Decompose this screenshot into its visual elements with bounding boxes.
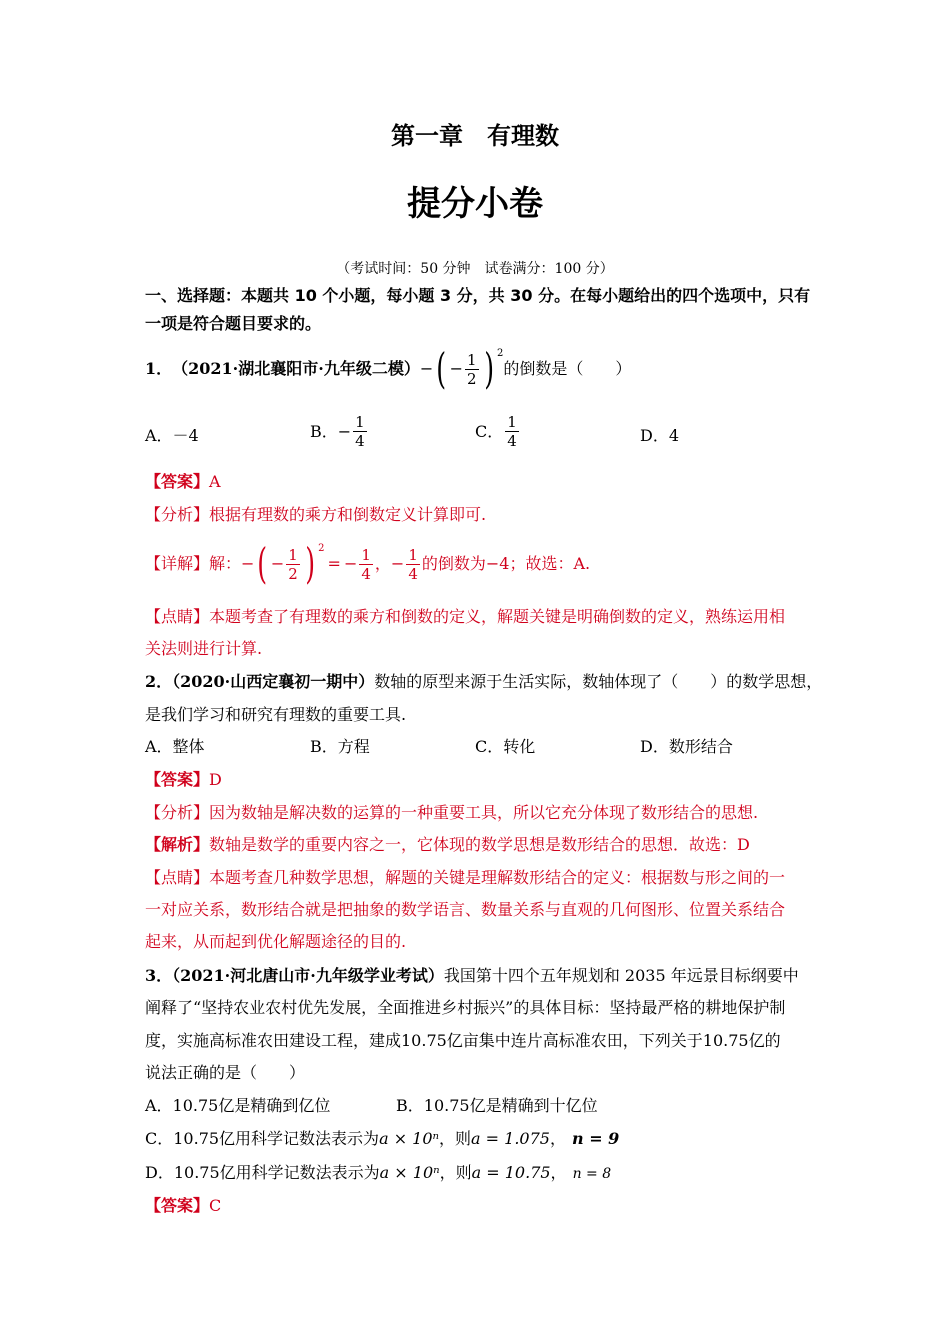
q2-analysis: 【分析】因为数轴是解决数的运算的一种重要工具，所以它充分体现了数形结合的思想. [145,803,759,822]
q1-option-a: A．－4 [145,426,199,445]
question-3-stem-line3: 度，实施高标准农田建设工程，建成10.75亿亩集中连片高标准农田，下列关于10.75亿的 [145,1031,781,1050]
paper-title: 提分小卷 [407,184,543,224]
q2-option-b: B．方程 [310,737,370,756]
question-source: （2021·湖北襄阳市·九年级二模） [172,359,420,378]
q1-option-b: B． − $\frac{1}{4}$ [310,413,365,450]
q2-answer: 【答案】D [145,770,222,789]
question-number: 1． [145,359,173,378]
q2-option-c: C．转化 [475,737,536,756]
question-2-stem-line2: 是我们学习和研究有理数的重要工具. [145,705,407,724]
q2-option-d: D．数形结合 [640,737,733,756]
q3-answer: 【答案】C [145,1196,222,1215]
section-heading-line1: 一、选择题：本题共 10 个小题，每小题 3 分，共 30 分。在每小题给出的四个选项中，只有 [145,286,811,305]
q1-answer: 【答案】A [145,472,221,491]
q1-comment-line2: 关法则进行计算. [145,639,263,658]
question-3-stem-line1: 3．（2021·河北唐山市·九年级学业考试）我国第十四个五年规划和 2035 年远景目标纲要中 [145,966,799,985]
q2-comment-line2: 一对应关系，数形结合就是把抽象的数学语言、数量关系与直观的几何图形、位置关系结合 [145,900,786,919]
question-1-stem [145,344,632,393]
q3-option-c: C．10.75亿用科学记数法表示为a × 10ⁿ，则a = 1.075， n = 9 [145,1129,620,1148]
q3-option-d: D．10.75亿用科学记数法表示为a × 10ⁿ，则a = 10.75， n = 8 [145,1163,612,1182]
q1-analysis: 【分析】根据有理数的乘方和倒数定义计算即可. [145,505,487,524]
question-3-stem-line2: 阐释了“坚持农业农村优先发展，全面推进乡村振兴”的具体目标：坚持最严格的耕地保护制 [145,998,786,1017]
question-suffix: 的倒数是（ ） [503,359,632,378]
question-2-stem-line1: 2．（2020·山西定襄初一期中）数轴的原型来源于生活实际，数轴体现了（ ）的数学思想， [145,672,823,691]
section-heading-line2: 一项是符合题目要求的。 [145,314,322,333]
q1-option-d: D．4 [640,426,680,445]
q1-comment-line1: 【点睛】本题考查了有理数的乘方和倒数的定义，解题关键是明确倒数的定义，熟练运用相 [145,607,786,626]
q2-comment-line1: 【点睛】本题考查几种数学思想，解题的关键是理解数形结合的定义：根据数与形之间的一 [145,868,786,887]
q1-option-c: C． $\frac{1}{4}$ [475,413,517,450]
q3-option-b: B．10.75亿是精确到十亿位 [396,1096,598,1115]
chapter-title: 第一章 有理数 [391,122,559,150]
q2-solution: 【解析】数轴是数学的重要内容之一，它体现的数学思想是数形结合的思想．故选：D [145,835,750,854]
question-3-stem-line4: 说法正确的是（ ） [145,1063,306,1082]
exam-info: （考试时间：50 分钟 试卷满分：100 分） [336,261,614,277]
q3-option-a: A．10.75亿是精确到亿位 [145,1096,331,1115]
question-1-expression: − ( − $\frac{1}{2}$ ) 2 [419,344,504,393]
q2-comment-line3: 起来，从而起到优化解题途径的目的. [145,932,407,951]
q1-detail: 【详解】 解： − ( − $\frac{1}{2}$ ) 2 = − $\frac{1}{4}$ ， − $\frac{1}{4}$ 的倒数为−4；故选：A. [145,539,591,588]
q2-option-a: A．整体 [145,737,205,756]
